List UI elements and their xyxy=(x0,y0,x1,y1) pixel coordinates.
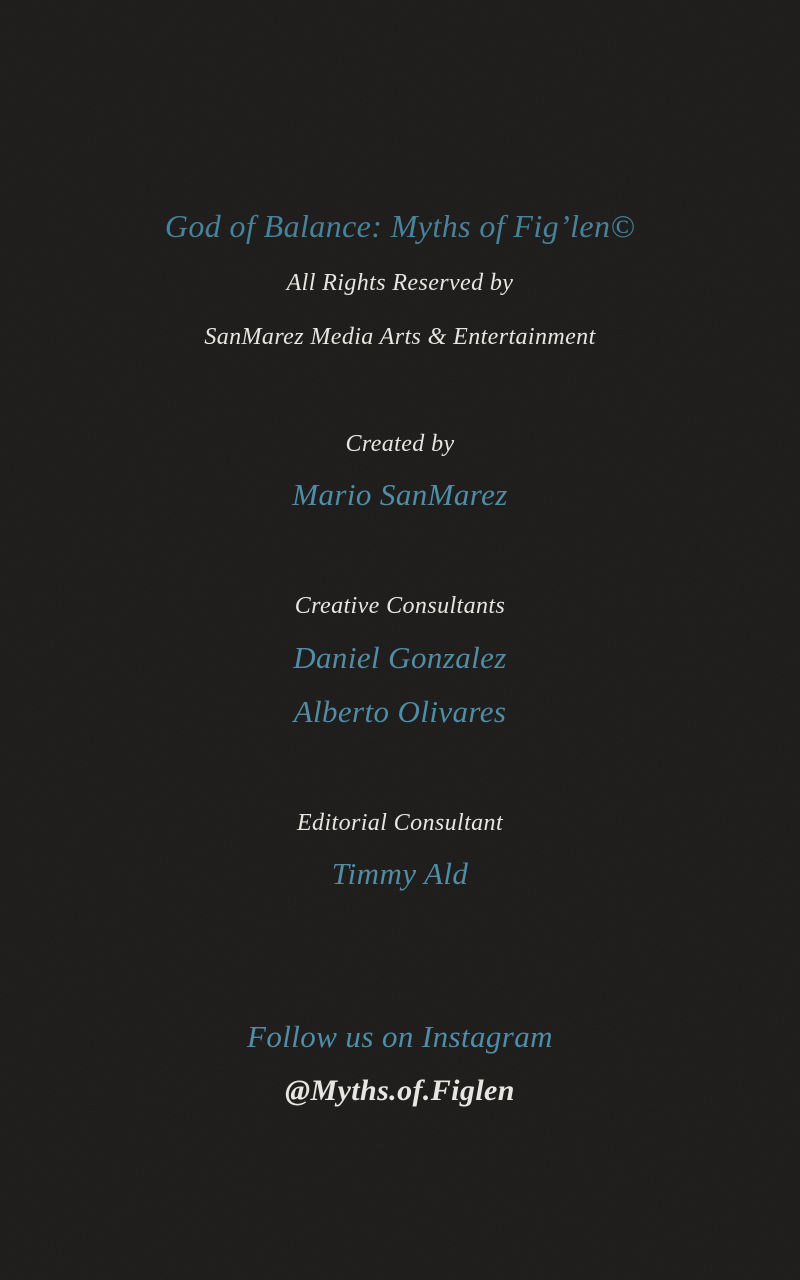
editorial-consultant-label: Editorial Consultant xyxy=(296,810,504,836)
rights-reserved-label: All Rights Reserved by xyxy=(286,270,514,296)
instagram-handle: @Myths.of.Figlen xyxy=(285,1074,515,1107)
creative-consultants-label: Creative Consultants xyxy=(294,593,506,619)
editorial-consultant-name: Timmy Ald xyxy=(331,856,469,891)
creator-name: Mario SanMarez xyxy=(292,477,508,512)
creative-consultant-name-1: Daniel Gonzalez xyxy=(293,640,507,675)
creative-consultant-name-2: Alberto Olivares xyxy=(293,694,507,729)
company-name: SanMarez Media Arts & Entertainment xyxy=(204,324,596,350)
book-title: God of Balance: Myths of Fig’len© xyxy=(164,208,636,244)
created-by-label: Created by xyxy=(345,431,455,457)
instagram-cta: Follow us on Instagram xyxy=(247,1019,553,1054)
